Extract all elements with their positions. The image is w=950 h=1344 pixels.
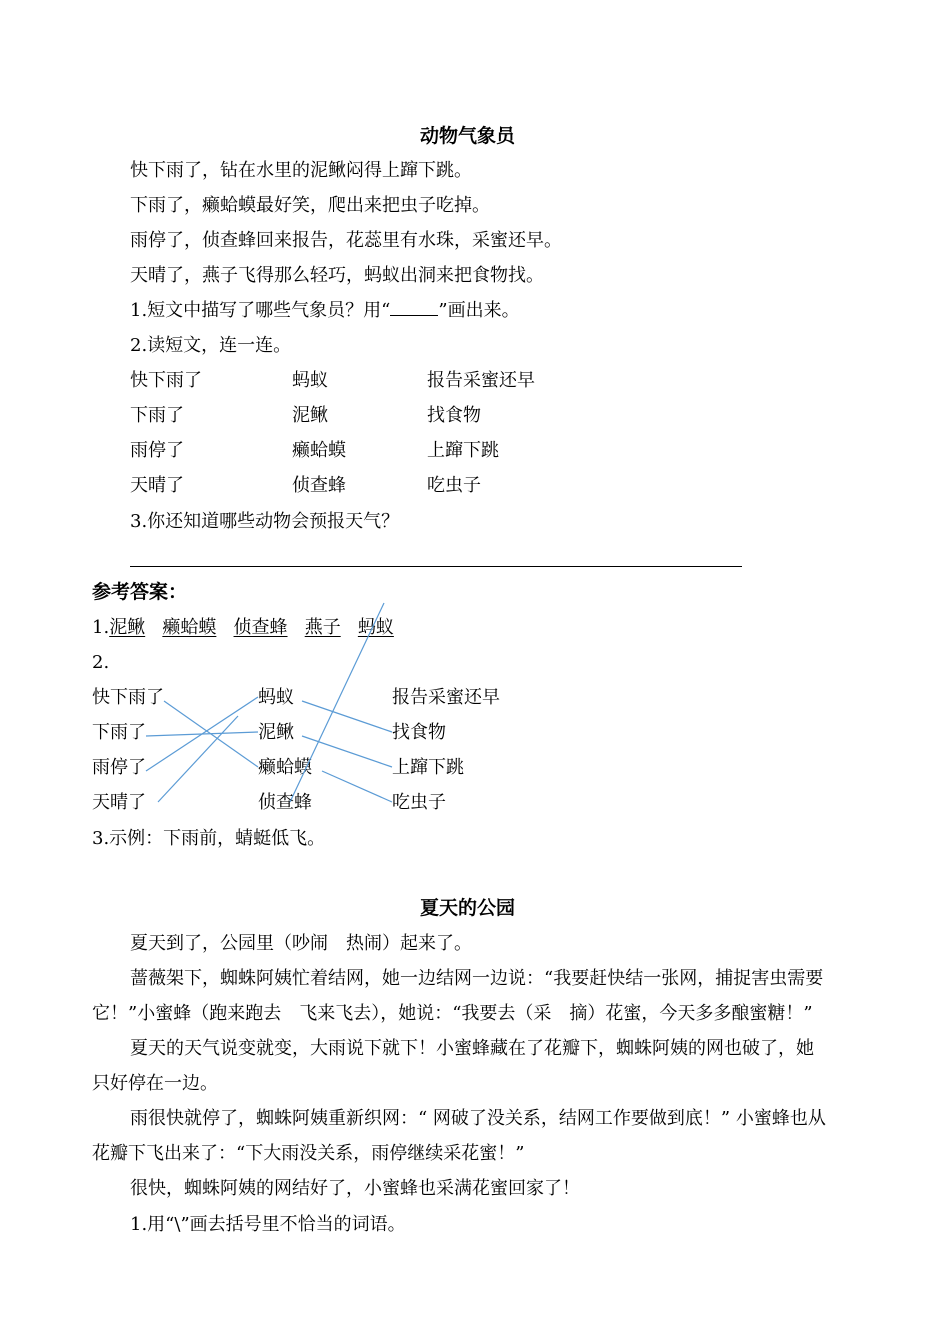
passage2-question-1: 1.用“\”画去括号里不恰当的词语。 (130, 1214, 406, 1235)
match-mid-1: 蚂蚁 (292, 370, 328, 391)
mid-right-link (302, 701, 392, 732)
question-2: 2.读短文，连一连。 (130, 335, 292, 356)
left-mid-link (158, 716, 238, 802)
answer-mid-2: 泥鳅 (258, 722, 294, 743)
answer-3: 3.示例：下雨前，蜻蜓低飞。 (92, 828, 326, 849)
answer-right-4: 吃虫子 (392, 792, 446, 813)
match-right-1: 报告采蜜还早 (427, 370, 535, 391)
passage2-paragraph-2-line-1: 蔷薇架下，蜘蛛阿姨忙着结网，她一边结网一边说：“我要赶快结一张网，捕捉害虫需要 (130, 968, 824, 989)
passage2-paragraph-3-line-2: 只好停在一边。 (92, 1073, 218, 1094)
answer-mid-1: 蚂蚁 (258, 687, 294, 708)
match-mid-2: 泥鳅 (292, 405, 328, 426)
answer-1-item: 燕子 (304, 617, 341, 638)
passage2-paragraph-5: 很快，蜘蛛阿姨的网结好了，小蜜蜂也采满花蜜回家了！ (130, 1178, 580, 1199)
mid-right-link (322, 771, 392, 802)
passage2-paragraph-4-line-2: 花瓣下飞出来了：“下大雨没关系，雨停继续采花蜜！” (92, 1143, 525, 1164)
mid-right-link (302, 736, 392, 767)
passage2-paragraph-1: 夏天到了，公园里（吵闹 热闹）起来了。 (130, 933, 472, 954)
answer-right-3: 上蹿下跳 (392, 757, 464, 778)
answer-mid-3: 癞蛤蟆 (258, 757, 312, 778)
match-mid-4: 侦查蜂 (292, 475, 346, 496)
question-1-text-after: ”画出来。 (438, 300, 520, 321)
question-3: 3.你还知道哪些动物会预报天气？ (130, 511, 400, 532)
match-right-3: 上蹿下跳 (427, 440, 499, 461)
match-mid-3: 癞蛤蟆 (292, 440, 346, 461)
mid-right-link (290, 603, 384, 802)
answers-heading: 参考答案： (92, 581, 188, 603)
answer-1-prefix: 1. (92, 617, 110, 638)
match-left-1: 快下雨了 (130, 370, 202, 391)
answer-mid-4: 侦查蜂 (258, 792, 312, 813)
answer-right-1: 报告采蜜还早 (392, 687, 500, 708)
answer-1-item: 癞蛤蟆 (162, 617, 217, 638)
left-mid-link (146, 697, 258, 771)
answer-2-label: 2. (92, 652, 110, 673)
answer-left-3: 雨停了 (92, 757, 146, 778)
answer-left-2: 下雨了 (92, 722, 146, 743)
passage2-title: 夏天的公园 (420, 897, 516, 919)
match-right-4: 吃虫子 (427, 475, 481, 496)
passage2-paragraph-3-line-1: 夏天的天气说变就变，大雨说下就下！小蜜蜂藏在了花瓣下，蜘蛛阿姨的网也破了，她 (130, 1038, 814, 1059)
passage2-paragraph-2-line-2: 它！”小蜜蜂（跑来跑去 飞来飞去），她说：“我要去（采 摘）花蜜，今天多多酿蜜糖！” (92, 1003, 813, 1024)
passage1-line-4: 天晴了，燕子飞得那么轻巧，蚂蚁出洞来把食物找。 (130, 265, 544, 286)
passage1-line-2: 下雨了，癞蛤蟆最好笑，爬出来把虫子吃掉。 (130, 195, 490, 216)
match-left-2: 下雨了 (130, 405, 184, 426)
passage1-title: 动物气象员 (420, 125, 516, 147)
answer-right-2: 找食物 (392, 722, 446, 743)
passage2-paragraph-4-line-1: 雨很快就停了，蜘蛛阿姨重新织网：“ 网破了没关系，结网工作要做到底！” 小蜜蜂也从 (130, 1108, 826, 1129)
answer-left-1: 快下雨了 (92, 687, 164, 708)
match-left-4: 天晴了 (130, 475, 184, 496)
passage1-line-3: 雨停了，侦查蜂回来报告，花蕊里有水珠，采蜜还早。 (130, 230, 562, 251)
match-left-3: 雨停了 (130, 440, 184, 461)
answer-1-item: 蚂蚁 (357, 617, 394, 638)
match-right-2: 找食物 (427, 405, 481, 426)
passage1-line-1: 快下雨了，钻在水里的泥鳅闷得上蹿下跳。 (130, 160, 472, 181)
answer-1-item: 侦查蜂 (233, 617, 288, 638)
answer-left-4: 天晴了 (92, 792, 146, 813)
answer-1-item: 泥鳅 (109, 617, 146, 638)
question-1-text-before: 1.短文中描写了哪些气象员？用“ (130, 300, 391, 321)
